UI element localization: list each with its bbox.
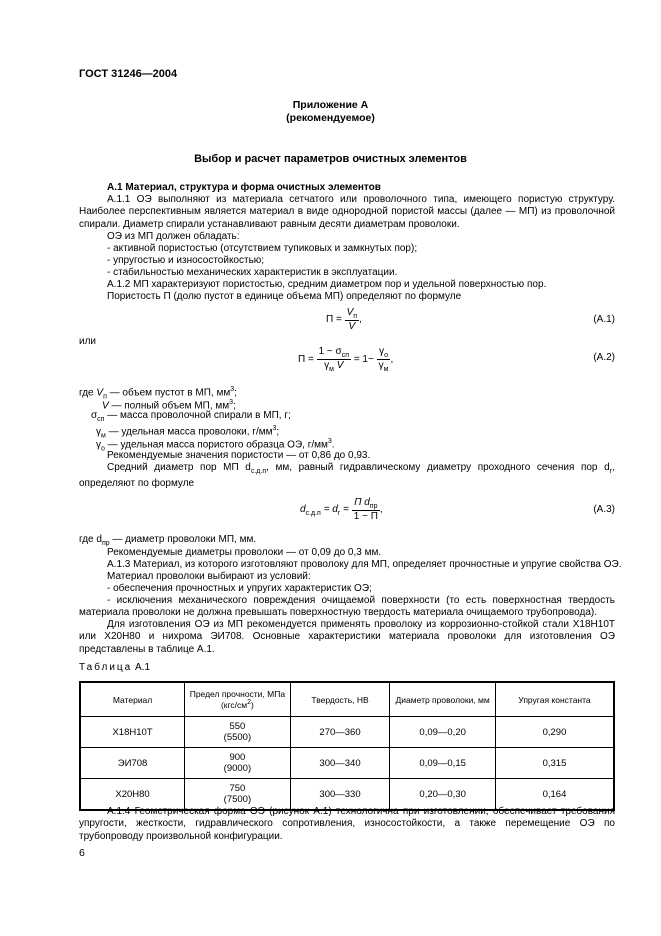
eq1-denominator: V [345,320,359,332]
cell-diameter: 0,09—0,15 [390,748,496,779]
paragraph-a11: А.1.1 ОЭ выполняют из материала сетчатого или проволочного типа, имеющего пористую структуру. Наиболее перспективным является материал в виде однородной пористой массы (далее — МП) из проволочной спирали. Диаметр спирали устанавливают равным десяти диаметрам проволоки. [79,194,615,230]
materials-table [79,681,615,811]
eq3-fraction [352,497,380,522]
cell-constant: 0,164 [495,779,614,811]
where-item: $\sigma_{сп}$ — масса проволочной спирали в МП, г; [91,410,291,423]
equation-number-a1: (А.1) [593,314,615,325]
paragraph-a13: А.1.3 Материал, из которого изготовляют проволоку для МП, определяет прочностные и упругие свойства ОЭ. [107,559,622,570]
header-diameter: Диаметр проволоки, мм [390,682,496,717]
list-item: - упругостью и износостойкостью; [107,255,265,266]
list-item: - активной пористостью (отсутствием тупиковых и замкнутых пор); [107,243,418,254]
eq2-lhs: П = [298,354,314,366]
document-code: ГОСТ 31246—2004 [79,68,178,80]
paragraph-choose: Материал проволоки выбирают из условий: [107,571,311,582]
eq2-fraction2 [377,346,394,373]
cell-diameter: 0,20—0,30 [390,779,496,811]
where-item: $\gamma_м$ — удельная масса проволоки, $г/мм^3$; [96,425,280,440]
appendix-title: Приложение А [292,99,369,111]
paragraph-recommended-diameter: Рекомендуемые диаметры проволоки — от 0,09 до 0,3 мм. [107,547,382,558]
header-constant: Упругая константа [495,682,614,717]
where-item: $\gamma_о$ — удельная масса пористого образца ОЭ, $г/мм^3$. [96,438,335,453]
table-caption: Таблица А.1 [79,662,151,673]
paragraph-recommended-porosity: Рекомендуемые значения пористости — от 0,86 до 0,93. [107,450,371,461]
list-item: - обеспечения прочностных и упругих характеристик ОЭ; [107,583,372,594]
where-item: где $V_п$ — объем пустот в МП, $мм^3$; [79,386,237,401]
table-header-row [80,682,614,717]
cell-hardness: 300—340 [290,748,390,779]
eq2-numerator2: $\gamma_о$ [379,346,388,359]
eq1-numerator: $V_п$ [346,307,358,320]
list-item: - стабильностью механических характеристик в эксплуатации. [107,267,398,278]
equation-number-a3: (А.3) [593,504,615,515]
list-item: - исключения механического повреждения очищаемой поверхности (то есть поверхностная твердость материала проволоки не должна превышать поверхностную твердость материала очищаемого трубопровода). [79,595,615,619]
page-number: 6 [79,847,85,859]
eq1-lhs: П = [326,314,342,326]
cell-strength: 750 (7500) [185,779,291,811]
section-heading: Выбор и расчет параметров очистных элементов [194,153,467,165]
eq1-comma: , [359,314,362,326]
paragraph-mp-properties: ОЭ из МП должен обладать: [107,231,240,242]
cell-material: ЭИ708 [80,748,185,779]
cell-constant: 0,315 [495,748,614,779]
equation-number-a2: (А.2) [593,352,615,363]
eq3-denominator: 1 − П [353,511,378,522]
eq2-middle: = 1− [353,354,374,366]
eq2-comma: , [390,354,394,366]
eq2-denominator1: $\gamma_м$ V [317,359,351,373]
cell-strength: 550 (5500) [185,717,291,748]
cell-material: Х18Н10Т [80,717,185,748]
eq1-fraction [345,307,359,332]
cell-hardness: 300—330 [290,779,390,811]
paragraph-mean-diameter: Средний диаметр пор МП $d_{с.д.п}$, мм, равный гидравлическому диаметру проходного сечения пор $d_г$, определяют по формуле [79,462,615,490]
equation-a3: $d_{с.д.п} = d_г$ = $\frac{П d_{пр}}{1 - П}$ , [300,497,383,522]
or-text: или [79,336,97,347]
eq2-denominator2: $\gamma_м$ [378,360,389,373]
cell-strength: 900 (9000) [185,748,291,779]
paragraph-a12: А.1.2 МП характеризуют пористостью, средним диаметром пор и удельной поверхностью пор. [107,279,547,290]
cell-diameter: 0,09—0,20 [390,717,496,748]
subsection-a1-title: А.1 Материал, структура и форма очистных элементов [107,182,381,193]
cell-material: Х20Н80 [80,779,185,811]
eq3-numerator: П $d_{пр}$ [354,497,378,510]
equation-a1 [326,307,362,332]
table-row [80,717,614,748]
header-material: Материал [80,682,185,717]
paragraph-a14: А.1.4 Геометрическая форма ОЭ (рисунок А.1) технологична при изготовлении, обеспечивает требования упругости, жесткости, гидравлического сопротивления, износостойкости, а также перемещение ОЭ по трубопроводу произвольной конфигурации. [79,806,615,842]
where-prefix: где [79,387,94,399]
appendix-subtitle: (рекомендуемое) [286,112,375,124]
header-hardness: Твердость, НВ [290,682,390,717]
equation-a2 [298,346,393,373]
paragraph-manufacture: Для изготовления ОЭ из МП рекомендуется применять проволоку из коррозионно-стойкой стали Х18Н10Т или Х20Н80 и нихрома ЭИ708. Основные характеристики материала проволоки для изготовления ОЭ представлены в таблице А.1. [79,619,615,655]
paragraph-porosity: Пористость П (долю пустот в единице объема МП) определяют по формуле [107,291,462,302]
where-item: V — полный объем МП, $мм^3$; [102,399,236,412]
eq2-numerator1: $1 - \sigma_{сп}$ [318,346,350,359]
header-strength: Предел прочности, МПа $(кгс/см^2)$ [185,682,291,717]
cell-hardness: 270—360 [290,717,390,748]
eq2-fraction1 [317,346,351,373]
table-row [80,748,614,779]
cell-constant: 0,290 [495,717,614,748]
where-diameter: где $d_{пр}$ — диаметр проволоки МП, мм. [79,534,257,547]
